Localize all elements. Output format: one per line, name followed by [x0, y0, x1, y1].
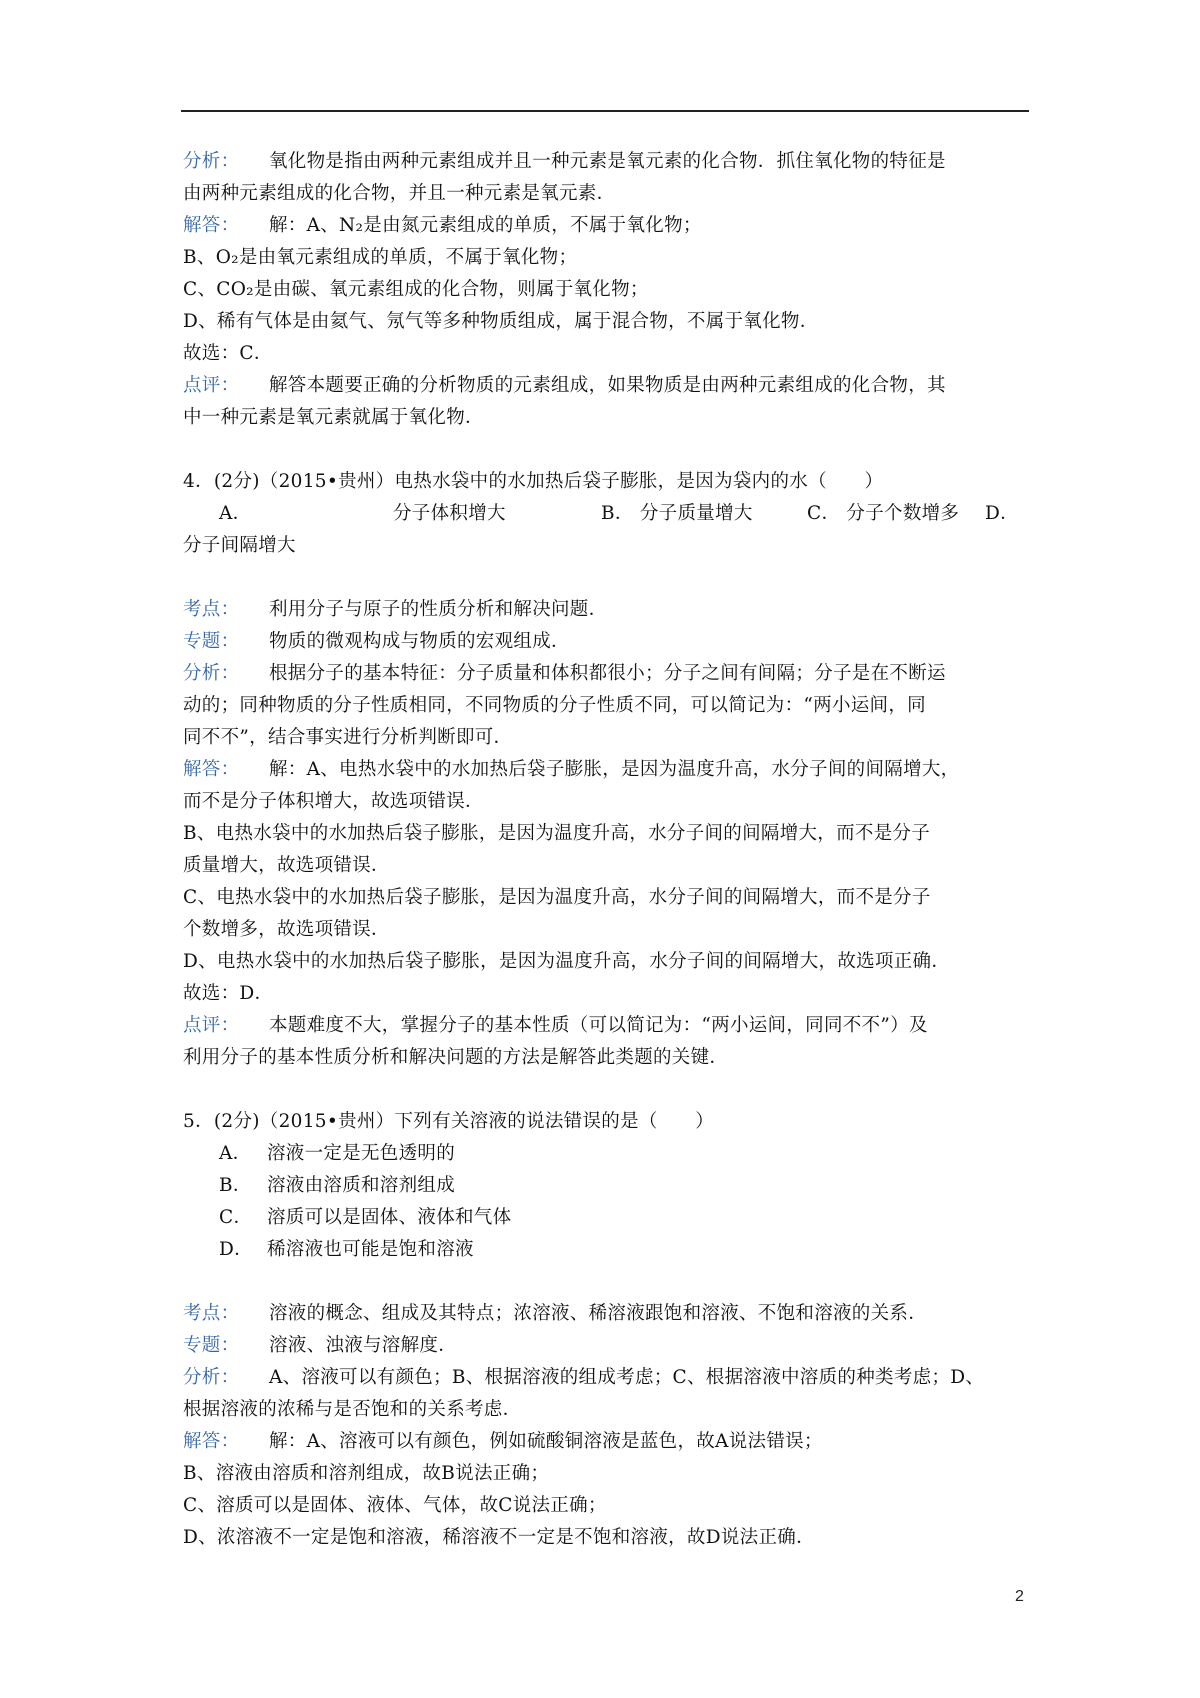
- q5-option-b-text: 溶液由溶质和溶剂组成: [267, 1175, 456, 1196]
- q5-option-d-text: 稀溶液也可能是饱和溶液: [267, 1239, 474, 1260]
- q4-point-label: 考点：: [183, 599, 240, 620]
- spacer: [183, 1266, 1031, 1298]
- q5-point-line: [183, 1298, 1031, 1330]
- q4-stem: 4．(2分)（2015•贵州）电热水袋中的水加热后袋子膨胀，是因为袋内的水（ ）: [183, 471, 884, 492]
- q5-option-c-letter: C．: [219, 1207, 253, 1228]
- q4-option-d-text: 分子间隔增大: [183, 535, 296, 556]
- q3-comment-label: 点评：: [183, 375, 240, 396]
- q3-analysis-line-2: 由两种元素组成的化合物，并且一种元素是氧元素．: [183, 183, 616, 204]
- q4-option-a-text: 分子体积增大: [393, 503, 506, 524]
- q3-answer-line-5: 故选：C．: [183, 343, 273, 364]
- q5-option-a-text: 溶液一定是无色透明的: [267, 1143, 456, 1164]
- q5-point-label: 考点：: [183, 1303, 240, 1324]
- q3-analysis-line-1: [183, 146, 1031, 178]
- q3-analysis-label: 分析：: [183, 151, 240, 172]
- page-number: 2: [1015, 1588, 1024, 1605]
- q4-answer-line-1: [183, 754, 1031, 786]
- q4-point-line: [183, 594, 1031, 626]
- q4-answer-line-6: 个数增多，故选项错误．: [183, 919, 390, 940]
- spacer: [183, 434, 1031, 466]
- q5-analysis-line-1: [183, 1362, 1031, 1394]
- q3-comment-line-1: [183, 370, 1031, 402]
- q5-option-a-letter: A．: [219, 1143, 252, 1164]
- q5-option-d-letter: D．: [219, 1239, 253, 1260]
- header-rule: [181, 110, 1029, 112]
- q4-answer-line-2: 而不是分子体积增大，故选项错误．: [183, 791, 484, 812]
- q3-analysis-text: 氧化物是指由两种元素组成并且一种元素是氧元素的化合物．抓住氧化物的特征是: [269, 151, 946, 172]
- q5-option-b: [183, 1170, 1031, 1202]
- q5-point-text: 溶液的概念、组成及其特点；浓溶液、稀溶液跟饱和溶液、不饱和溶液的关系．: [269, 1303, 928, 1324]
- q4-analysis-label: 分析：: [183, 663, 240, 684]
- q4-answer-text: 解：A、电热水袋中的水加热后袋子膨胀，是因为温度升高，水分子间的间隔增大，: [269, 759, 960, 780]
- spacer: [183, 562, 1031, 594]
- q4-answer-line-7: D、电热水袋中的水加热后袋子膨胀，是因为温度升高，水分子间的间隔增大，故选项正确．: [183, 951, 951, 972]
- q4-topic-line: [183, 626, 1031, 658]
- q5-answer-line-2: B、溶液由溶质和溶剂组成，故B说法正确；: [183, 1463, 550, 1484]
- q5-option-d: [183, 1234, 1031, 1266]
- q5-answer-line-1: [183, 1426, 1031, 1458]
- q4-topic-text: 物质的微观构成与物质的宏观组成．: [269, 631, 570, 652]
- q3-comment-text: 解答本题要正确的分析物质的元素组成，如果物质是由两种元素组成的化合物，其: [269, 375, 946, 396]
- q4-analysis-line-1: [183, 658, 1031, 690]
- q3-answer-line-4: D、稀有气体是由氦气、氖气等多种物质组成，属于混合物，不属于氧化物．: [183, 311, 819, 332]
- q4-comment-text: 本题难度不大，掌握分子的基本性质（可以简记为：“两小运间，同同不不”）及: [269, 1015, 928, 1036]
- q4-analysis-line-2: 动的；同种物质的分子性质相同，不同物质的分子性质不同，可以简记为：“两小运间，同: [183, 695, 926, 716]
- q4-option-d-letter: D．: [985, 503, 1019, 524]
- q4-answer-label: 解答：: [183, 759, 240, 780]
- q3-answer-label: 解答：: [183, 215, 240, 236]
- q5-topic-label: 专题：: [183, 1335, 240, 1356]
- q5-answer-text: 解：A、溶液可以有颜色，例如硫酸铜溶液是蓝色，故A说法错误；: [269, 1431, 823, 1452]
- q3-answer-text: 解：A、N₂是由氮元素组成的单质，不属于氧化物；: [269, 215, 702, 236]
- q4-comment-line-1: [183, 1010, 1031, 1042]
- q5-answer-line-3: C、溶质可以是固体、液体、气体，故C说法正确；: [183, 1495, 607, 1516]
- q5-option-c: [183, 1202, 1031, 1234]
- q5-topic-text: 溶液、浊液与溶解度．: [269, 1335, 458, 1356]
- q4-analysis-line-3: 同不不”，结合事实进行分析判断即可．: [183, 727, 513, 748]
- q5-option-c-text: 溶质可以是固体、液体和气体: [267, 1207, 512, 1228]
- q5-stem: 5．(2分)（2015•贵州）下列有关溶液的说法错误的是（ ）: [183, 1111, 715, 1132]
- q3-comment-line-2: 中一种元素是氧元素就属于氧化物．: [183, 407, 484, 428]
- q4-comment-label: 点评：: [183, 1015, 240, 1036]
- q4-point-text: 利用分子与原子的性质分析和解决问题．: [269, 599, 608, 620]
- q5-analysis-line-2: 根据溶液的浓稀与是否饱和的关系考虑．: [183, 1399, 522, 1420]
- q4-option-c: C． 分子个数增多: [807, 503, 960, 524]
- q5-option-a: [183, 1138, 1031, 1170]
- q4-answer-line-8: 故选：D．: [183, 983, 274, 1004]
- q5-analysis-label: 分析：: [183, 1367, 240, 1388]
- spacer: [183, 1074, 1031, 1106]
- q4-analysis-text: 根据分子的基本特征：分子质量和体积都很小；分子之间有间隔；分子是在不断运: [269, 663, 946, 684]
- q4-option-a-letter: A．: [219, 503, 252, 524]
- q5-answer-label: 解答：: [183, 1431, 240, 1452]
- q4-option-b: B． 分子质量增大: [601, 503, 753, 524]
- q4-answer-line-4: 质量增大，故选项错误．: [183, 855, 390, 876]
- q4-topic-label: 专题：: [183, 631, 240, 652]
- q4-comment-line-2: 利用分子的基本性质分析和解决问题的方法是解答此类题的关键．: [183, 1047, 729, 1068]
- q3-answer-line-2: B、O₂是由氧元素组成的单质，不属于氧化物；: [183, 247, 578, 268]
- q5-topic-line: [183, 1330, 1031, 1362]
- q4-answer-line-3: B、电热水袋中的水加热后袋子膨胀，是因为温度升高，水分子间的间隔增大，而不是分子: [183, 823, 931, 844]
- q3-answer-line-3: C、CO₂是由碳、氧元素组成的化合物，则属于氧化物；: [183, 279, 649, 300]
- q3-answer-line-1: [183, 210, 1031, 242]
- q4-answer-line-5: C、电热水袋中的水加热后袋子膨胀，是因为温度升高，水分子间的间隔增大，而不是分子: [183, 887, 931, 908]
- q5-answer-line-4: D、浓溶液不一定是饱和溶液，稀溶液不一定是不饱和溶液，故D说法正确．: [183, 1527, 815, 1548]
- q4-options-row: [183, 498, 1031, 530]
- q5-analysis-text: A、溶液可以有颜色；B、根据溶液的组成考虑；C、根据溶液中溶质的种类考虑；D、: [269, 1367, 985, 1388]
- page-content: [183, 146, 1031, 1554]
- q5-option-b-letter: B．: [219, 1175, 252, 1196]
